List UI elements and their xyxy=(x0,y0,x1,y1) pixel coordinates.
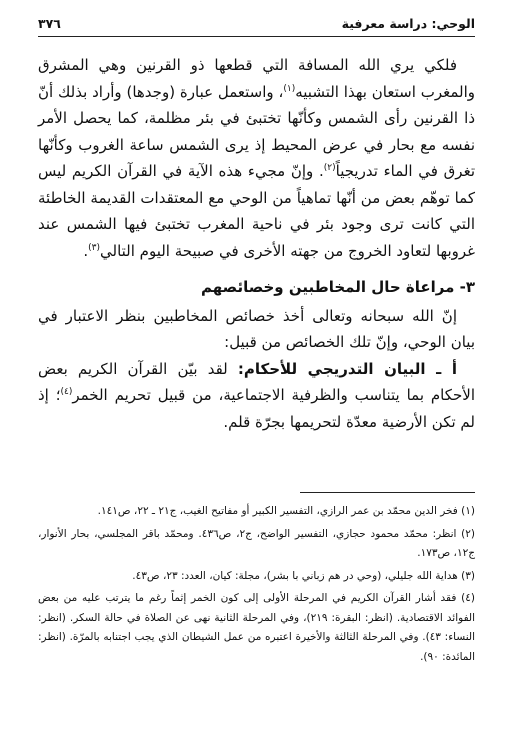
main-text xyxy=(38,52,475,435)
paragraph-1 xyxy=(38,52,475,264)
paragraph-3-lead: أ ـ البيان التدريجي للأحكام: xyxy=(237,359,457,378)
footnote-ref-4[interactable]: (٤) xyxy=(60,387,73,397)
footnote-2: (٢) انظر: محمّد محمود حجازي، التفسير الواضح، ج٢، ص٤٣٦. ومحمّد باقر المجلسي، بحار الأنوار، ج١٢، ص١٧٣. xyxy=(38,527,476,559)
running-title: الوحي: دراسة معرفية xyxy=(341,15,475,31)
footnote-1: (١) فخر الدين محمّد بن عمر الرازي، التفسير الكبير أو مفاتيح الغيب، ج٢١ ـ ٢٢، ص١٤١. xyxy=(97,505,475,517)
paragraph-3 xyxy=(38,356,475,436)
paragraph-1-text: فلكي يري الله المسافة التي قطعها ذو القرنين وهي المشرق والمغرب استعان بهذا التشبيه xyxy=(38,56,475,101)
footnote-ref-2[interactable]: (٢) xyxy=(323,163,336,173)
paragraph-1-end: . وإنّ مجيء هذه الآية في القرآن الكريم ليس كما توهّم بعض من أنّها تماهياً من الوحي مع المعتقدات القديمة الخاطئة التي كانت ترى وجود بئر في ناحية المغرب تختبئ فيها الشمس عند غروبها لتعاود الخروج من جهته الأخرى في صبيحة اليوم التالي xyxy=(38,162,475,260)
footnote-ref-3[interactable]: (٣) xyxy=(88,242,100,253)
paragraph-1-continued: ، واستعمل عبارة (وجدها) وأراد بذلك أنّ ذا القرنين رأى الشمس وكأنّها تختبئ في بئر مظلمة، كما يحصل الأمر نفسه مع بحار في عرض المحيط إذ يرى الشمس ساعة الغروب وكأنّها تغرق في الماء تدريجياً xyxy=(38,82,475,180)
header-divider xyxy=(38,36,475,37)
footnote-divider xyxy=(300,492,475,493)
paragraph-2: إنّ الله سبحانه وتعالى أخذ خصائص المخاطبين بنظر الاعتبار في بيان الوحي، وإنّ تلك الخصائص من قبيل: xyxy=(38,306,475,351)
section-heading: ٣- مراعاة حال المخاطبين وخصائصهم xyxy=(201,278,475,296)
paragraph-3-end: ؛ إذ لم تكن الأرضية معدّة لتحريمها بجرّة قلم. xyxy=(38,386,475,431)
footnote-3: (٣) هداية الله جليلي، (وحي در هم زباني با بشر)، مجلة: كيان، العدد: ٢٣، ص٤٣. xyxy=(132,569,475,582)
footnote-4: (٤) فقد أشار القرآن الكريم في المرحلة الأولى إلى كون الخمر إثماً رغم ما يترتب عليه من بعض الفوائد الاقتصادية. (انظر: البقرة: ٢١٩)، وفي المرحلة الثانية نهى عن الصلاة في حالة السكر. (انظر: النساء: ٤٣). وفي المرحلة الثالثة والأخيرة اعتبره من عمل الشيطان الذي يجب اجتنابه بالمرّة. (انظر: المائدة: ٩٠). xyxy=(38,592,476,663)
page-number: ٣٧٦ xyxy=(38,15,61,31)
footnotes xyxy=(38,502,475,670)
footnote-ref-1[interactable]: (١) xyxy=(283,83,296,94)
page-header xyxy=(38,12,475,34)
paragraph-3-text: لقد بيّن القرآن الكريم بعض الأحكام بما يتناسب والظرفية الاجتماعية، من قبيل تحريم الخمر xyxy=(38,359,475,404)
paragraph-1-period: . xyxy=(83,241,89,260)
